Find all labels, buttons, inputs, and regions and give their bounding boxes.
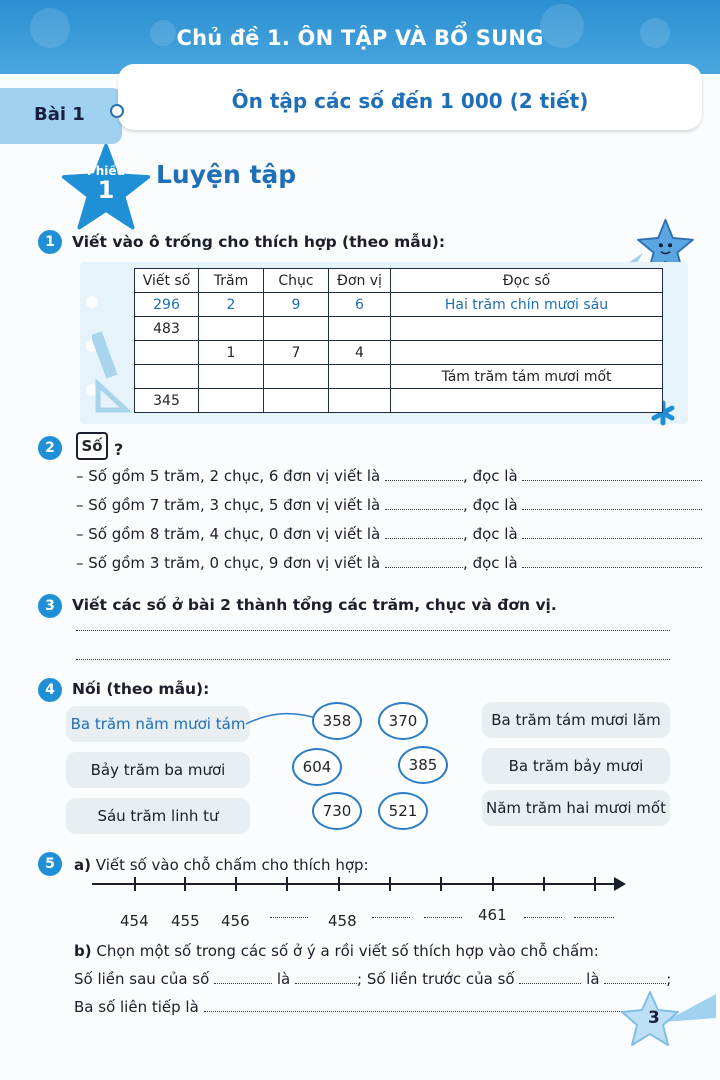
arrow-right-icon bbox=[614, 877, 626, 891]
q2-line-text: – Số gồm 3 trăm, 0 chục, 9 đơn vị viết là bbox=[76, 554, 381, 572]
q5b-text-d: là bbox=[586, 970, 600, 988]
answer-blank[interactable] bbox=[214, 970, 272, 984]
table-row bbox=[135, 365, 663, 389]
number-oval[interactable]: 385 bbox=[398, 746, 448, 784]
table-cell[interactable] bbox=[329, 389, 391, 413]
question-2-number: 2 bbox=[38, 436, 62, 460]
table-cell[interactable] bbox=[391, 317, 663, 341]
table-cell[interactable] bbox=[199, 389, 264, 413]
table-header-cell: Đọc số bbox=[391, 269, 663, 293]
q2-line-mid: , đọc là bbox=[463, 525, 518, 543]
number-line-tick bbox=[440, 877, 442, 891]
table-cell: 9 bbox=[264, 293, 329, 317]
question-3-number: 3 bbox=[38, 594, 62, 618]
q2-line bbox=[76, 496, 702, 514]
answer-blank[interactable] bbox=[522, 554, 702, 568]
tick-blank[interactable] bbox=[270, 917, 308, 918]
q5a-prompt bbox=[74, 856, 369, 874]
chapter-title: Chủ đề 1. ÔN TẬP VÀ BỔ SUNG bbox=[176, 26, 544, 50]
answer-blank[interactable] bbox=[204, 998, 670, 1012]
tick-label: 455 bbox=[171, 912, 200, 930]
number-line-tick bbox=[184, 877, 186, 891]
tick-blank[interactable] bbox=[424, 917, 462, 918]
q2-line-text: – Số gồm 8 trăm, 4 chục, 0 đơn vị viết là bbox=[76, 525, 381, 543]
paper-hole bbox=[86, 296, 98, 308]
table-cell[interactable] bbox=[135, 365, 199, 389]
q2-line-text: – Số gồm 7 trăm, 3 chục, 5 đơn vị viết là bbox=[76, 496, 381, 514]
table-cell: 483 bbox=[135, 317, 199, 341]
q2-line bbox=[76, 467, 702, 485]
table-cell[interactable] bbox=[391, 341, 663, 365]
question-4-number: 4 bbox=[38, 678, 62, 702]
table-cell: 296 bbox=[135, 293, 199, 317]
question-mark: ? bbox=[114, 440, 124, 459]
table-header-cell: Đơn vị bbox=[329, 269, 391, 293]
table-cell: Hai trăm chín mươi sáu bbox=[391, 293, 663, 317]
page-number: 3 bbox=[648, 1008, 660, 1028]
tick-blank[interactable] bbox=[524, 917, 562, 918]
answer-blank[interactable] bbox=[519, 970, 581, 984]
answer-blank[interactable] bbox=[385, 525, 463, 539]
q5b-line-1 bbox=[74, 970, 671, 988]
q2-line bbox=[76, 525, 702, 543]
tick-blank[interactable] bbox=[372, 917, 410, 918]
worksheet-title: Luyện tập bbox=[156, 160, 297, 189]
question-4-text: Nối (theo mẫu): bbox=[72, 680, 210, 698]
q2-line-mid: , đọc là bbox=[463, 496, 518, 514]
q5b-text-a: Số liền sau của số bbox=[74, 970, 210, 988]
table-header-row bbox=[135, 269, 663, 293]
answer-line[interactable] bbox=[76, 630, 670, 631]
number-line-tick bbox=[338, 877, 340, 891]
number-line-tick bbox=[286, 877, 288, 891]
table-header-cell: Chục bbox=[264, 269, 329, 293]
table-cell[interactable] bbox=[264, 389, 329, 413]
tick-label: 461 bbox=[478, 906, 507, 924]
table-cell[interactable] bbox=[135, 341, 199, 365]
number-line-axis bbox=[92, 883, 618, 885]
number-line-tick bbox=[134, 877, 136, 891]
tick-label: 458 bbox=[328, 912, 357, 930]
table-cell[interactable] bbox=[199, 317, 264, 341]
table-cell: 6 bbox=[329, 293, 391, 317]
lesson-label: Bài 1 bbox=[34, 104, 85, 125]
answer-blank[interactable] bbox=[522, 525, 702, 539]
so-box: Số bbox=[76, 432, 108, 460]
table-cell[interactable] bbox=[391, 389, 663, 413]
tick-blank[interactable] bbox=[574, 917, 614, 918]
question-5-number: 5 bbox=[38, 852, 62, 876]
q2-line-text: – Số gồm 5 trăm, 2 chục, 6 đơn vị viết là bbox=[76, 467, 381, 485]
table-header-cell: Viết số bbox=[135, 269, 199, 293]
question-1-text: Viết vào ô trống cho thích hợp (theo mẫu): bbox=[72, 233, 446, 251]
number-oval[interactable]: 730 bbox=[312, 792, 362, 830]
q5b-text-b: là bbox=[276, 970, 291, 988]
table-cell[interactable] bbox=[329, 317, 391, 341]
number-oval[interactable]: 521 bbox=[378, 792, 428, 830]
q5b-text-end: ; bbox=[666, 970, 672, 988]
answer-blank[interactable] bbox=[385, 496, 463, 510]
number-oval[interactable]: 604 bbox=[292, 748, 342, 786]
lesson-title: Ôn tập các số đến 1 000 (2 tiết) bbox=[231, 89, 589, 113]
table-cell[interactable] bbox=[264, 365, 329, 389]
q5b-line-2 bbox=[74, 998, 670, 1016]
question-3-text: Viết các số ở bài 2 thành tổng các trăm, chục và đơn vị. bbox=[72, 596, 557, 614]
tick-label: 454 bbox=[120, 912, 149, 930]
answer-blank[interactable] bbox=[522, 496, 702, 510]
answer-line[interactable] bbox=[76, 659, 670, 660]
table-cell: Tám trăm tám mươi mốt bbox=[391, 365, 663, 389]
q5b-text: Chọn một số trong các số ở ý a rồi viết số thích hợp vào chỗ chấm: bbox=[96, 942, 599, 960]
page-star-icon bbox=[612, 988, 716, 1054]
table-row bbox=[135, 389, 663, 413]
question-1-number: 1 bbox=[38, 230, 62, 254]
table-row bbox=[135, 317, 663, 341]
place-value-table bbox=[134, 268, 663, 413]
number-line-tick bbox=[543, 877, 545, 891]
table-row bbox=[135, 293, 663, 317]
q2-line-mid: , đọc là bbox=[463, 554, 518, 572]
tick-label: 456 bbox=[221, 912, 250, 930]
answer-blank[interactable] bbox=[604, 970, 666, 984]
q5b-text-c: ; Số liền trước của số bbox=[357, 970, 515, 988]
number-oval[interactable]: 358 bbox=[312, 702, 362, 740]
table-cell: 7 bbox=[264, 341, 329, 365]
right-phrase-card[interactable]: Năm trăm hai mươi mốt bbox=[482, 790, 670, 826]
table-cell[interactable] bbox=[199, 365, 264, 389]
table-cell[interactable] bbox=[329, 365, 391, 389]
number-line-tick bbox=[389, 877, 391, 891]
q5a-text: Viết số vào chỗ chấm cho thích hợp: bbox=[95, 856, 369, 874]
worksheet-badge-number: 1 bbox=[97, 176, 115, 204]
q2-line bbox=[76, 554, 702, 572]
answer-blank[interactable] bbox=[385, 467, 463, 481]
table-header-cell: Trăm bbox=[199, 269, 264, 293]
table-cell: 345 bbox=[135, 389, 199, 413]
answer-blank[interactable] bbox=[522, 467, 702, 481]
table-row bbox=[135, 341, 663, 365]
ruler-triangle-icon bbox=[92, 330, 132, 416]
number-oval[interactable]: 370 bbox=[378, 702, 428, 740]
q5b-prompt bbox=[74, 942, 599, 960]
q5b-label: b) bbox=[74, 942, 92, 960]
number-line-tick bbox=[492, 877, 494, 891]
q5a-label: a) bbox=[74, 856, 91, 874]
right-phrase-card[interactable]: Ba trăm bảy mươi bbox=[482, 748, 670, 784]
right-phrase-card[interactable]: Ba trăm tám mươi lăm bbox=[482, 702, 670, 738]
q5b-text-line2: Ba số liên tiếp là bbox=[74, 998, 199, 1016]
table-cell: 1 bbox=[199, 341, 264, 365]
left-phrase-card[interactable]: Sáu trăm linh tư bbox=[66, 798, 250, 834]
answer-blank[interactable] bbox=[295, 970, 357, 984]
left-phrase-card[interactable]: Ba trăm năm mươi tám bbox=[66, 706, 250, 742]
number-line-tick bbox=[235, 877, 237, 891]
table-cell: 2 bbox=[199, 293, 264, 317]
table-cell: 4 bbox=[329, 341, 391, 365]
worksheet-badge-word: Phiếu bbox=[86, 164, 126, 178]
left-phrase-card[interactable]: Bảy trăm ba mươi bbox=[66, 752, 250, 788]
table-cell[interactable] bbox=[264, 317, 329, 341]
answer-blank[interactable] bbox=[385, 554, 463, 568]
q2-line-mid: , đọc là bbox=[463, 467, 518, 485]
number-line-tick bbox=[594, 877, 596, 891]
